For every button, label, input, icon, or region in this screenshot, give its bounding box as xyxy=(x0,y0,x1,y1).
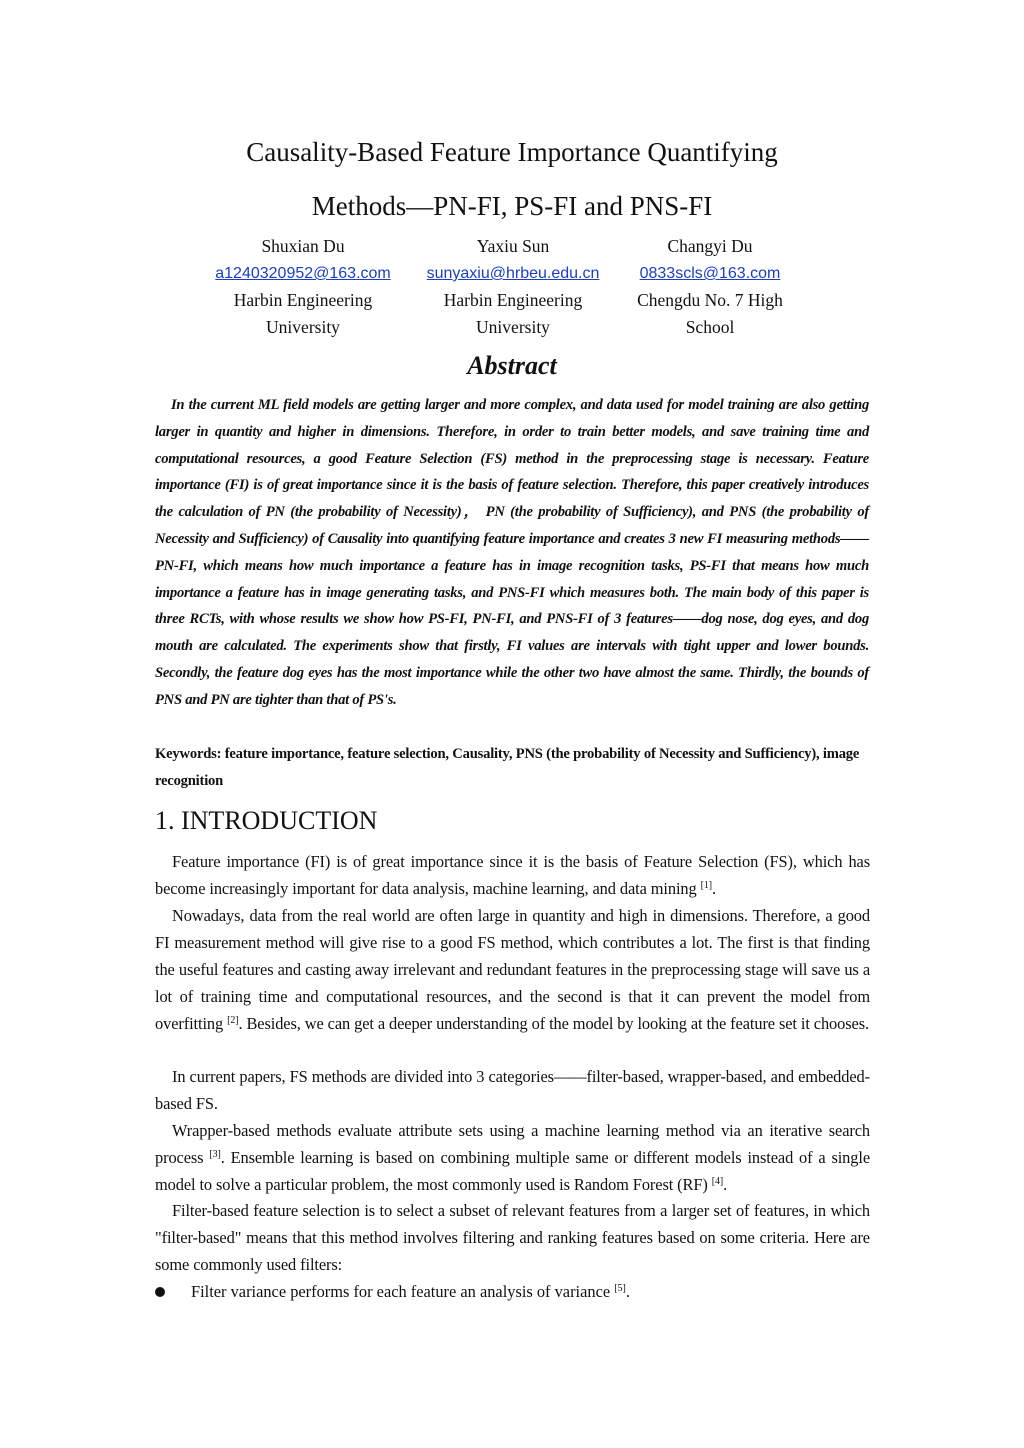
paragraph-text: Filter-based feature selection is to select a subset of relevant features from a larger set of features, in which "filter-based" means that this method involves filtering and ranking features based on some criteria. Here are some commonly used filters: xyxy=(155,1201,870,1274)
paragraph-text: Wrapper-based methods evaluate attribute sets using a machine learning method via an iterative search process xyxy=(155,1121,870,1167)
bullet-text-end: . xyxy=(625,1282,630,1301)
author-affiliation: School xyxy=(685,317,735,337)
citation-ref: [1] xyxy=(700,879,712,891)
section-heading-introduction: 1. INTRODUCTION xyxy=(155,806,378,835)
author-3 xyxy=(595,233,825,341)
citation-ref: [2] xyxy=(227,1014,239,1026)
abstract-heading: Abstract xyxy=(467,351,557,380)
author-name: Shuxian Du xyxy=(261,236,345,256)
author-affiliation: Harbin Engineering xyxy=(443,290,583,310)
paragraph-text: . xyxy=(723,1174,728,1194)
bullet-text-body: Filter variance performs for each feature an analysis of variance xyxy=(191,1282,615,1301)
paragraph-text: . Besides, we can get a deeper understanding of the model by looking at the feature set it chooses. xyxy=(238,1013,869,1033)
author-affiliation: Chengdu No. 7 High xyxy=(637,290,783,310)
paragraph-text: Feature importance (FI) is of great importance since it is the basis of Feature Selection (FS), which has become increasingly important for data analysis, machine learning, and data mining xyxy=(155,852,870,898)
paragraph xyxy=(155,1064,870,1118)
author-2 xyxy=(398,233,628,341)
author-affiliation: University xyxy=(476,317,550,337)
citation-ref: [4] xyxy=(711,1175,724,1187)
author-email-link[interactable]: 0833scls@163.com xyxy=(639,265,781,282)
citation-ref: [3] xyxy=(209,1148,221,1160)
paper-title-line-2: Methods—PN-FI, PS-FI and PNS-FI xyxy=(311,191,713,221)
author-email-link[interactable]: sunyaxiu@hrbeu.edu.cn xyxy=(426,265,600,282)
bullet-text xyxy=(191,1278,630,1305)
author-email-link[interactable]: a1240320952@163.com xyxy=(215,265,391,282)
paper-title-line-1: Causality-Based Feature Importance Quantifying xyxy=(246,137,778,167)
author-affiliation: University xyxy=(266,317,340,337)
author-affiliation: Harbin Engineering xyxy=(233,290,373,310)
abstract-text: In the current ML field models are getting larger and more complex, and data used for model training are also getting larger in quantity and higher in dimensions. Therefore, in order to train better models, and save training time and computational resources, a good Feature Selection (FS) method in the preprocessing stage is necessary. Feature importance (FI) is of great importance since it is the basis of feature selection. Therefore, this paper creatively introduces the calculation of PN (the probability of Necessity)， PN (the probability of Sufficiency), and PNS (the probability of Necessity and Sufficiency) of Causality into quantifying feature importance and creates 3 new FI measuring methods—— PN-FI, which means how much importance a feature has in image recognition tasks, PS-FI that means how much importance a feature has in image generating tasks, and PNS-FI which measures both. The main body of this paper is three RCTs, with whose results we show how PS-FI, PN-FI, and PNS-FI of 3 features——dog nose, dog eyes, and dog mouth are calculated. The experiments show that firstly, FI values are intervals with tight upper and lower bounds. Secondly, the feature dog eyes has the most importance while the other two have almost the same. Thirdly, the bounds of PNS and PN are tighter than that of PS's. xyxy=(155,397,869,708)
keywords: Keywords: feature importance, feature selection, Causality, PNS (the probability of Necessity and Sufficiency), image recognition xyxy=(155,746,860,789)
paragraph xyxy=(155,1118,870,1199)
bullet-icon xyxy=(155,1287,165,1297)
paragraph-text: . Ensemble learning is based on combining multiple same or different models instead of a single model to solve a particular problem, the most commonly used is Random Forest (RF) xyxy=(155,1147,870,1194)
paragraph xyxy=(155,903,870,1038)
author-1 xyxy=(188,233,418,341)
author-name: Yaxiu Sun xyxy=(476,236,550,256)
paragraph xyxy=(155,849,870,903)
paragraph xyxy=(155,1198,870,1279)
paragraph-text: Nowadays, data from the real world are often large in quantity and high in dimensions. Therefore, a good FI measurement method will give rise to a good FS method, which contributes a lot. The first is that finding the useful features and casting away irrelevant and redundant features in the preprocessing stage will save us a lot of training time and computational resources, and the second is that it can prevent the model from overfitting xyxy=(155,906,870,1033)
paragraph-text: . xyxy=(712,878,716,898)
paragraph-text: In current papers, FS methods are divided into 3 categories——filter-based, wrapper-based, and embedded-based FS. xyxy=(155,1067,870,1113)
citation-ref: [5] xyxy=(614,1283,626,1294)
author-name: Changyi Du xyxy=(667,236,753,256)
